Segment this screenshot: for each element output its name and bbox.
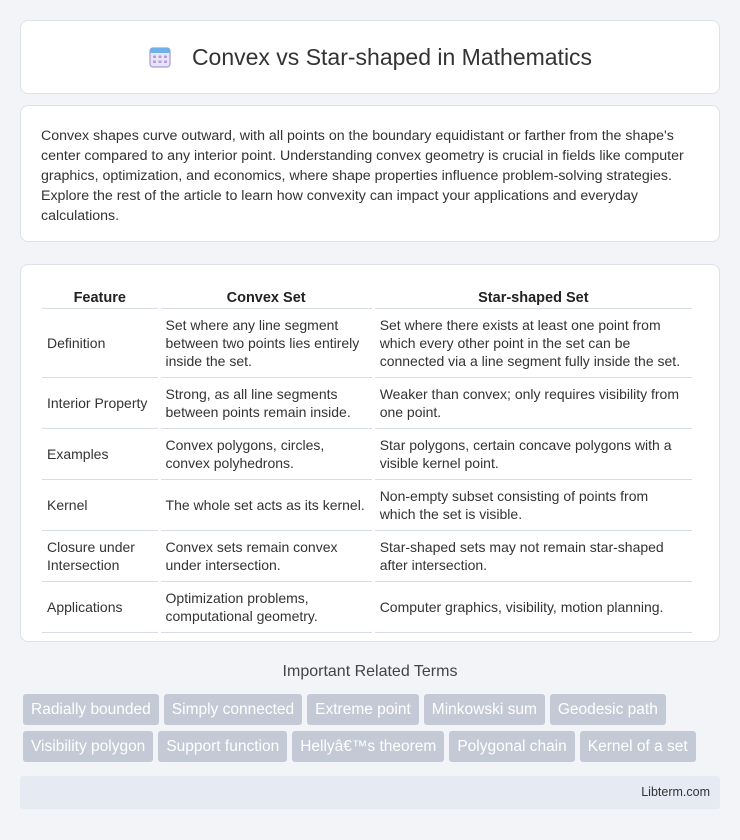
table-cell: Strong, as all line segments between points remain inside. bbox=[161, 378, 372, 429]
header-feature: Feature bbox=[42, 285, 158, 309]
comparison-table bbox=[39, 285, 695, 633]
table-cell: Convex sets remain convex under intersection. bbox=[161, 531, 372, 582]
tag-radially-bounded[interactable]: Radially bounded bbox=[23, 694, 159, 725]
footer-site-link[interactable]: Libterm.com bbox=[641, 785, 710, 799]
related-terms-title: Important Related Terms bbox=[282, 663, 458, 680]
table-cell: Definition bbox=[42, 309, 158, 378]
table-cell: Set where there exists at least one point from which every other point in the set can be connected via a line segment fully inside the set. bbox=[375, 309, 692, 378]
tag-simply-connected[interactable]: Simply connected bbox=[164, 694, 302, 725]
page-title: Convex vs Star-shaped in Mathematics bbox=[191, 43, 593, 70]
table-cell: Interior Property bbox=[42, 378, 158, 429]
table-cell: The whole set acts as its kernel. bbox=[161, 480, 372, 531]
table-row bbox=[42, 378, 692, 429]
header-star-shaped-set: Star-shaped Set bbox=[375, 285, 692, 309]
table-row bbox=[42, 582, 692, 633]
calendar-icon bbox=[148, 45, 172, 69]
tag-hellys-theorem[interactable]: Hellyâ€™s theorem bbox=[292, 731, 444, 762]
table-cell: Star-shaped sets may not remain star-shaped after intersection. bbox=[375, 531, 692, 582]
tag-support-function[interactable]: Support function bbox=[158, 731, 287, 762]
table-row bbox=[42, 480, 692, 531]
table-header-row bbox=[42, 285, 692, 309]
intro-card bbox=[20, 105, 720, 242]
related-terms-list bbox=[23, 694, 723, 768]
tag-geodesic-path[interactable]: Geodesic path bbox=[550, 694, 666, 725]
table-row bbox=[42, 309, 692, 378]
header-card bbox=[20, 20, 720, 94]
tag-minkowski-sum[interactable]: Minkowski sum bbox=[424, 694, 545, 725]
intro-text: Convex shapes curve outward, with all points on the boundary equidistant or farther from the shape's center compared to any interior point. Understanding convex geometry is crucial in fields like computer graphics, optimization, and economics, where shape properties influence problem-solving strategies. Explore the rest of the article to learn how convexity can impact your applications and everyday calculations. bbox=[41, 128, 684, 224]
footer bbox=[20, 776, 720, 809]
header-convex-set: Convex Set bbox=[161, 285, 372, 309]
table-row bbox=[42, 429, 692, 480]
table-cell: Set where any line segment between two points lies entirely inside the set. bbox=[161, 309, 372, 378]
table-cell: Weaker than convex; only requires visibility from one point. bbox=[375, 378, 692, 429]
tag-visibility-polygon[interactable]: Visibility polygon bbox=[23, 731, 153, 762]
table-cell: Convex polygons, circles, convex polyhedrons. bbox=[161, 429, 372, 480]
tag-polygonal-chain[interactable]: Polygonal chain bbox=[449, 731, 574, 762]
table-cell: Star polygons, certain concave polygons with a visible kernel point. bbox=[375, 429, 692, 480]
tag-extreme-point[interactable]: Extreme point bbox=[307, 694, 419, 725]
table-cell: Applications bbox=[42, 582, 158, 633]
tag-kernel-of-a-set[interactable]: Kernel of a set bbox=[580, 731, 696, 762]
table-cell: Closure under Intersection bbox=[42, 531, 158, 582]
table-cell: Non-empty subset consisting of points from which the set is visible. bbox=[375, 480, 692, 531]
table-cell: Examples bbox=[42, 429, 158, 480]
table-row bbox=[42, 531, 692, 582]
table-cell: Kernel bbox=[42, 480, 158, 531]
table-cell: Computer graphics, visibility, motion planning. bbox=[375, 582, 692, 633]
table-cell: Optimization problems, computational geometry. bbox=[161, 582, 372, 633]
comparison-card bbox=[20, 264, 720, 642]
